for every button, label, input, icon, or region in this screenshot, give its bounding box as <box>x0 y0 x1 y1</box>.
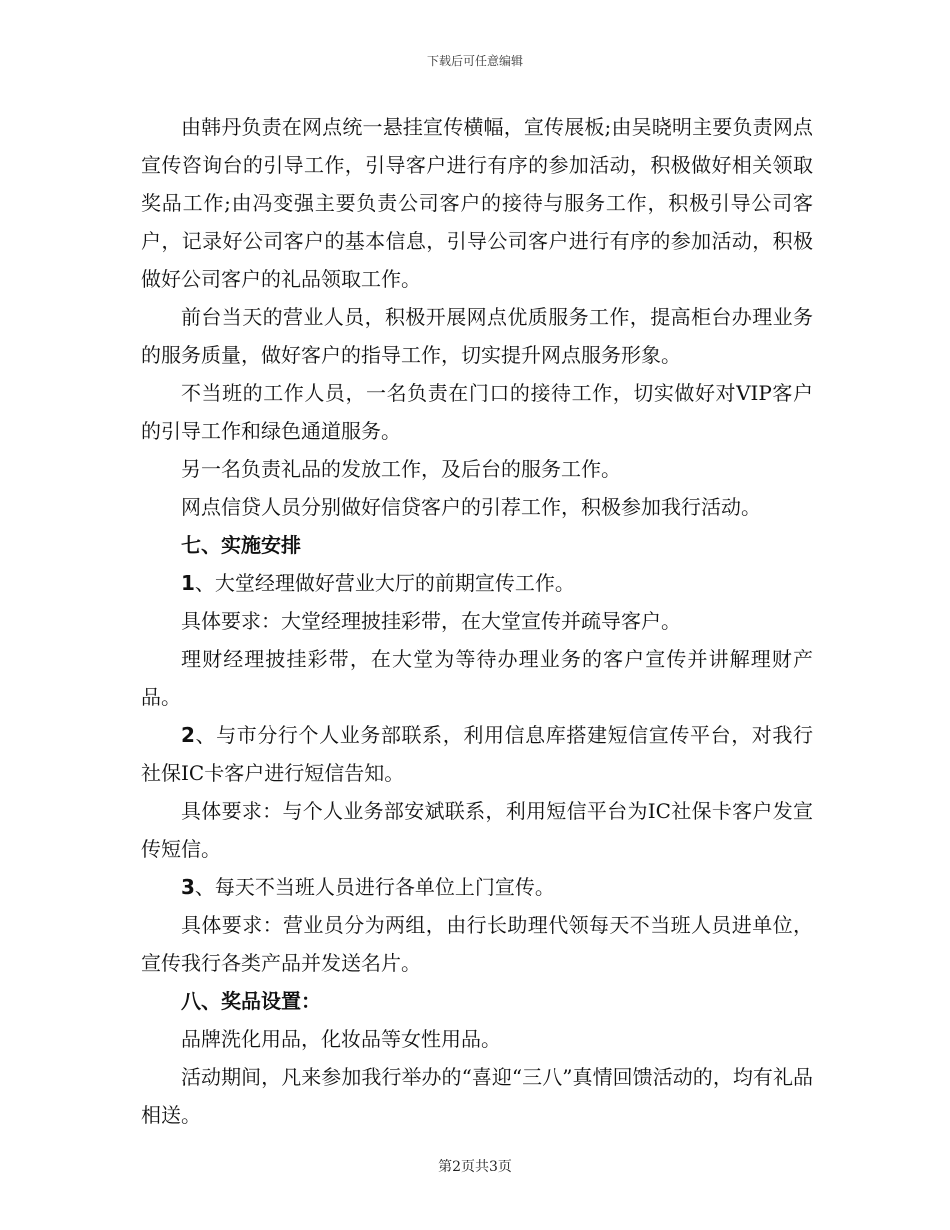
list-item-text: 、每天不当班人员进行各单位上门宣传。 <box>194 875 555 899</box>
paragraph-off-duty-staff: 不当班的工作人员，一名负责在门口的接待工作，切实做好对VIP客户的引导工作和绿色通道服务。 <box>141 381 813 443</box>
paragraph-gift-policy: 活动期间，凡来参加我行举办的“喜迎“三八”真情回馈活动的，均有礼品相送。 <box>141 1065 813 1127</box>
list-number: 1 <box>181 571 195 595</box>
list-item-text: 、大堂经理做好营业大厅的前期宣传工作。 <box>194 571 575 595</box>
paragraph-requirement-2: 具体要求：与个人业务部安斌联系，利用短信平台为IC社保卡客户发宣传短信。 <box>141 799 813 861</box>
paragraph-gift-distribution: 另一名负责礼品的发放工作，及后台的服务工作。 <box>181 457 621 481</box>
paragraph-duty-assignment: 由韩丹负责在网点统一悬挂宣传横幅，宣传展板;由吴晓明主要负责网点宣传咨询台的引导工作，引导客户进行有序的参加活动，积极做好相关领取奖品工作;由冯变强主要负责公司客户的接待与服务工作，积极引导公司客户，记录好公司客户的基本信息，引导公司客户进行有序的参加活动，积极做好公司客户的礼品领取工作。 <box>141 115 813 291</box>
list-item-2 <box>141 716 813 792</box>
list-item-text: 、与市分行个人业务部联系，利用信息库搭建短信宣传平台，对我行社保IC卡客户进行短信告知。 <box>141 723 813 785</box>
paragraph-prize-items: 品牌洗化用品，化妆品等女性用品。 <box>181 1027 501 1051</box>
page-number: 第2页共3页 <box>438 1159 512 1175</box>
section-heading-prizes: 八、奖品设置： <box>181 989 321 1013</box>
paragraph-requirement-3: 具体要求：营业员分为两组，由行长助理代领每天不当班人员进单位，宣传我行各类产品并发送名片。 <box>141 913 813 975</box>
paragraph-credit-staff: 网点信贷人员分别做好信贷客户的引荐工作，积极参加我行活动。 <box>181 495 761 519</box>
list-number: 3 <box>181 875 195 899</box>
document-body <box>141 108 813 1134</box>
list-item-1 <box>141 564 813 602</box>
paragraph-front-desk: 前台当天的营业人员，积极开展网点优质服务工作，提高柜台办理业务的服务质量，做好客户的指导工作，切实提升网点服务形象。 <box>141 305 813 367</box>
list-number: 2 <box>181 723 195 747</box>
paragraph-financial-manager: 理财经理披挂彩带，在大堂为等待办理业务的客户宣传并讲解理财产品。 <box>141 647 813 709</box>
list-item-3 <box>141 868 813 906</box>
page-header: 下载后可任意编辑 <box>426 54 523 68</box>
section-heading-implementation: 七、实施安排 <box>181 533 301 557</box>
paragraph-requirement-1: 具体要求：大堂经理披挂彩带，在大堂宣传并疏导客户。 <box>181 609 681 633</box>
